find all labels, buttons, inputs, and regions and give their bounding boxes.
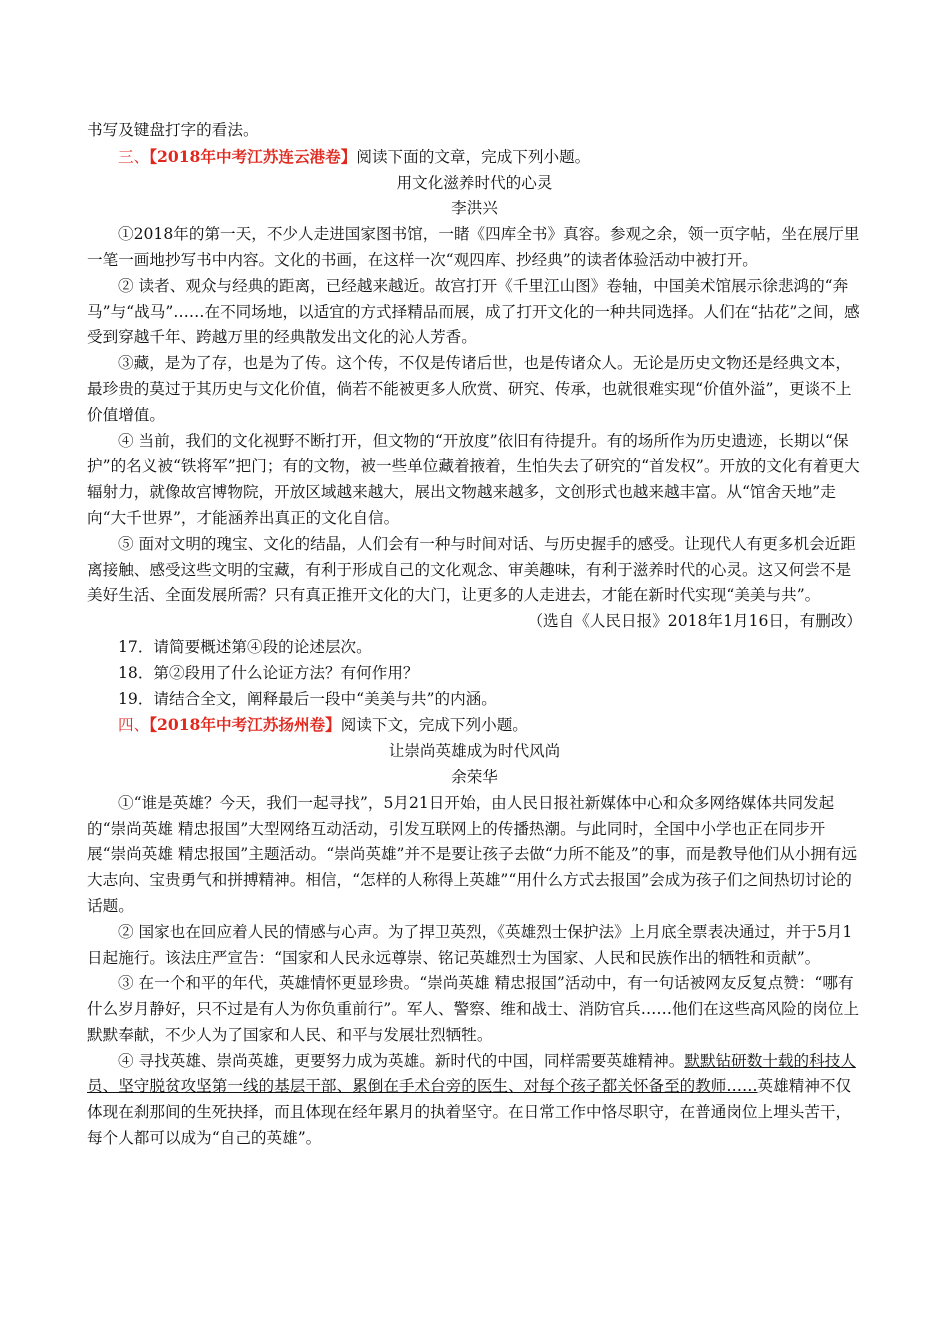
section-4-number: 四、 <box>118 716 150 735</box>
paragraph-4-intro: ④ 寻找英雄、崇尚英雄，更要努力成为英雄。新时代的中国，同样需要英雄精神。 <box>118 1051 685 1070</box>
question-18: 18．第②段用了什么论证方法？有何作用？ <box>118 663 419 682</box>
section-3-instruction: 阅读下面的文章，完成下列小题。 <box>356 147 591 166</box>
question-17: 17．请简要概述第④段的论述层次。 <box>118 637 372 656</box>
article-2-paragraph-2: ② 国家也在回应着人民的情感与心声。为了捍卫英烈，《英雄烈士保护法》上月底全票表决通过，并于5月1日起施行。该法庄严宣告：“国家和人民永远尊崇、铭记英雄烈士为国家、人民和民族作出的牺牲和贡献”。 <box>87 922 853 967</box>
article-2-author: 余荣华 <box>451 767 498 786</box>
article-1-title: 用文化滋养时代的心灵 <box>396 173 553 192</box>
article-1-author: 李洪兴 <box>451 199 498 218</box>
article-2-paragraph-4 <box>87 1049 862 1152</box>
section-4-instruction: 阅读下文，完成下列小题。 <box>340 716 528 735</box>
article-2-paragraph-1: ①“谁是英雄？今天，我们一起寻找”，5月21日开始，由人民日报社新媒体中心和众多网络媒体共同发起的“崇尚英雄 精忠报国”大型网络互动活动，引发互联网上的传播热潮。与此同时，全国中小学也正在同步开展“崇尚英雄 精忠报国”主题活动。“崇尚英雄”并不是要让孩子去做“力所不能及”的事，而是教导他们从小拥有远大志向、宝贵勇气和拼搏精神。相信，“怎样的人称得上英雄”“用什么方式去报国”会成为孩子们之间热切讨论的话题。 <box>87 793 858 915</box>
article-1-paragraph-2: ② 读者、观众与经典的距离，已经越来越近。故宫打开《千里江山图》卷轴，中国美术馆展示徐悲鸿的“奔马”与“战马”……在不同场地，以适宜的方式择精品而展，成了打开文化的一种共同选择。人们在“拈花”之间，感受到穿越千年、跨越万里的经典散发出文化的沁人芳香。 <box>87 276 860 347</box>
article-1-paragraph-4: ④ 当前，我们的文化视野不断打开，但文物的“开放度”依旧有待提升。有的场所作为历史遗迹，长期以“保护”的名义被“铁将军”把门；有的文物，被一些单位藏着掖着，生怕失去了研究的“首发权”。开放的文化有着更大辐射力，就像故宫博物院，开放区域越来越大，展出文物越来越多，文创形式也越来越丰富。从“馆舍天地”走向“大千世界”，才能涵养出真正的文化自信。 <box>87 431 860 527</box>
section-3-source: 【2018年中考江苏连云港卷】 <box>149 146 357 166</box>
article-2-paragraph-3: ③ 在一个和平的年代，英雄情怀更显珍贵。“崇尚英雄 精忠报国”活动中，有一句话被网友反复点赞：“哪有什么岁月静好，只不过是有人为你负重前行”。军人、警察、维和战士、消防官兵……他们在这些高风险的岗位上默默奉献，不少人为了国家和人民、和平与发展壮烈牺牲。 <box>87 974 860 1044</box>
section-4-source: 【2018年中考江苏扬州卷】 <box>149 715 341 735</box>
article-1-paragraph-1: ①2018年的第一天，不少人走进国家图书馆，一睹《四库全书》真容。参观之余，领一页字帖，坐在展厅里一笔一画地抄写书中内容。文化的书画，在这样一次“观四库、抄经典”的读者体验活动中被打开。 <box>87 225 860 269</box>
document-body <box>87 118 862 1152</box>
article-1-citation: （选自《人民日报》2018年1月16日，有删改） <box>527 612 862 631</box>
section-3-heading <box>87 144 862 171</box>
paragraph-4-rest: 英雄精神不仅体现在刹那间的生死抉择，而且体现在经年累月的执着坚守。在日常工作中恪尽职守，在普通岗位上埋头苦干，每个人都可以成为“自己的英雄”。 <box>87 1077 852 1148</box>
section-4-heading <box>87 712 862 739</box>
question-19: 19．请结合全文，阐释最后一段中“美美与共”的内涵。 <box>118 689 497 708</box>
article-1-paragraph-3: ③藏，是为了存，也是为了传。这个传，不仅是传诸后世，也是传诸众人。无论是历史文物还是经典文本，最珍贵的莫过于其历史与文化价值，倘若不能被更多人欣赏、研究、传承，也就很难实现“价值外溢”，更谈不上价值增值。 <box>87 354 852 424</box>
paragraph-4-underlined-sentence: 默默钻研数十载的科技人员、坚守脱贫攻坚第一线的基层干部、累倒在手术台旁的医生、对每个孩子都关怀备至的教师…… <box>87 1051 856 1096</box>
section-3-number: 三、 <box>118 147 150 166</box>
article-2-title: 让崇尚英雄成为时代风尚 <box>388 742 561 761</box>
article-1-paragraph-5: ⑤ 面对文明的瑰宝、文化的结晶，人们会有一种与时间对话、与历史握手的感受。让现代人有更多机会近距离接触、感受这些文明的宝藏，有利于形成自己的文化观念、审美趣味，有利于滋养时代的心灵。这又何尝不是美好生活、全面发展所需？只有真正推开文化的大门，让更多的人走进去，才能在新时代实现“美美与共”。 <box>87 534 856 605</box>
lead-text: 书写及键盘打字的看法。 <box>87 121 259 139</box>
